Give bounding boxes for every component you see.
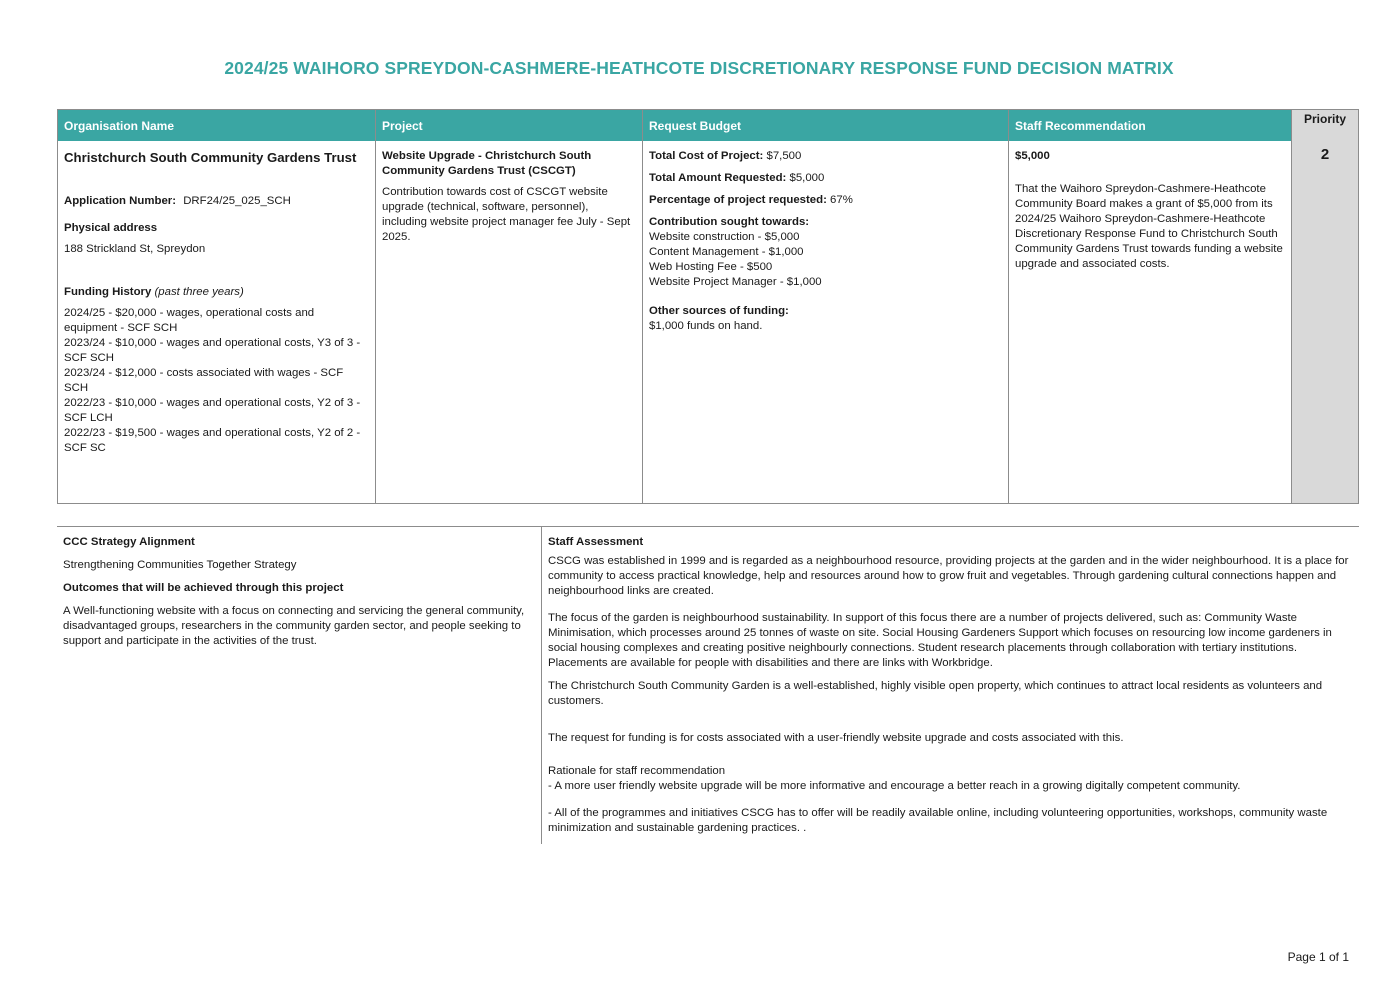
funding-history-heading [64,285,369,300]
funding-history-item: 2022/23 - $10,000 - wages and operational costs, Y2 of 3 - SCF LCH [64,397,361,424]
assessment-paragraph: The focus of the garden is neighbourhood sustainability. In support of this focus there are a number of projects delivered, such as: Community Waste Minimisation, which processes around 25 tonnes of waste on site. Social Housing Gardeners Support which focuses on resourcing low income gardeners in social housing complexes and creating positive neighbourly connections. Student research placements through collaboration with tertiary institutions. Placements are available for people with disabilities and there are links with Workbridge. [548,612,1332,669]
physical-address-value: 188 Strickland St, Spreydon [64,243,206,255]
header-organisation: Organisation Name [58,110,375,141]
project-column [376,110,643,503]
organisation-column [58,110,376,503]
funding-history-note: (past three years) [154,286,244,298]
contribution-list [649,230,1002,290]
funding-history-label: Funding History [64,286,152,298]
application-number-value: DRF24/25_025_SCH [183,195,291,207]
project-description: Contribution towards cost of CSCGT website upgrade (technical, software, personnel), including website project manager fee July - Sept 2025. [382,186,631,243]
contribution-label: Contribution sought towards: [649,216,810,228]
percentage-value: 67% [830,194,853,206]
application-number-label: Application Number: [64,195,177,207]
project-title: Website Upgrade - Christchurch South Community Gardens Trust (CSCGT) [382,150,592,177]
strategy-alignment-section [57,526,542,844]
other-sources-value: $1,000 funds on hand. [649,320,763,332]
strategy-alignment-label: CCC Strategy Alignment [63,536,195,548]
total-requested-label: Total Amount Requested: [649,172,787,184]
outcomes-label: Outcomes that will be achieved through this project [63,582,344,594]
organisation-name: Christchurch South Community Gardens Trust [64,150,357,165]
contribution-item: Website Project Manager - $1,000 [649,276,822,288]
funding-history-item: 2023/24 - $10,000 - wages and operational costs, Y3 of 3 - SCF SCH [64,337,361,364]
outcomes-text: A Well-functioning website with a focus on connecting and servicing the general community, disadvantaged groups, researchers in the community garden sector, and people seeking to support and participate in the activities of the trust. [63,605,525,647]
rationale-item: - A more user friendly website upgrade will be more informative and encourage a better reach in a growing digitally competent community. [548,780,1241,792]
contribution-item: Web Hosting Fee - $500 [649,261,773,273]
total-cost-label: Total Cost of Project: [649,150,764,162]
other-sources-label: Other sources of funding: [649,305,789,317]
contribution-item: Website construction - $5,000 [649,231,800,243]
assessment-paragraph: CSCG was established in 1999 and is regarded as a neighbourhood resource, providing projects at the garden and in the wider neighbourhood. It is a place for community to access practical knowledge, help and resources around how to grow fruit and vegetables. Through gardening cultural connections happen and neighbourhood links are created. [548,555,1349,597]
total-cost-value: $7,500 [766,150,802,162]
funding-history-item: 2022/23 - $19,500 - wages and operational costs, Y2 of 2 - SCF SC [64,427,361,454]
recommended-amount: $5,000 [1015,150,1050,162]
total-requested-row [649,171,1002,186]
decision-matrix-table [57,109,1359,504]
budget-column [643,110,1009,503]
staff-recommendation-column [1009,110,1292,503]
header-staff-recommendation: Staff Recommendation [1009,110,1291,141]
header-priority: Priority [1292,110,1358,141]
recommendation-text: That the Waihoro Spreydon-Cashmere-Heathcote Community Board makes a grant of $5,000 from its 2024/25 Waihoro Spreydon-Cashmere-Heathcote Discretionary Response Fund to Christchurch South Community Gardens Trust towards funding a website upgrade and associated costs. [1015,183,1283,270]
application-number-row [64,194,369,209]
priority-value: 2 [1320,146,1330,163]
staff-assessment-label: Staff Assessment [548,536,644,548]
percentage-row [649,193,1002,208]
funding-history-item: 2023/24 - $12,000 - costs associated with wages - SCF SCH [64,367,344,394]
document-title: 2024/25 WAIHORO SPREYDON-CASHMERE-HEATHCOTE DISCRETIONARY RESPONSE FUND DECISION MATRIX [224,58,1174,78]
assessment-paragraph: The Christchurch South Community Garden is a well-established, highly visible open property, which continues to attract local residents as volunteers and customers. [548,680,1323,707]
percentage-label: Percentage of project requested: [649,194,827,206]
rationale-label: Rationale for staff recommendation [548,765,726,777]
funding-history-list [64,306,369,456]
total-cost-row [649,149,1002,164]
physical-address-label: Physical address [64,222,158,234]
funding-history-item: 2024/25 - $20,000 - wages, operational costs and equipment - SCF SCH [64,307,315,334]
priority-column [1292,110,1358,503]
rationale-item: - All of the programmes and initiatives CSCG has to offer will be readily available online, including volunteering opportunities, workshops, community waste minimization and sustainable gardening practices. . [548,807,1328,834]
total-requested-value: $5,000 [789,172,825,184]
strategy-alignment-value: Strengthening Communities Together Strategy [63,559,297,571]
header-budget: Request Budget [643,110,1008,141]
page-number: Page 1 of 1 [1287,950,1349,964]
staff-assessment-section [541,526,1359,844]
contribution-item: Content Management - $1,000 [649,246,804,258]
assessment-paragraph: The request for funding is for costs associated with a user-friendly website upgrade and costs associated with this. [548,732,1124,744]
header-project: Project [376,110,642,141]
